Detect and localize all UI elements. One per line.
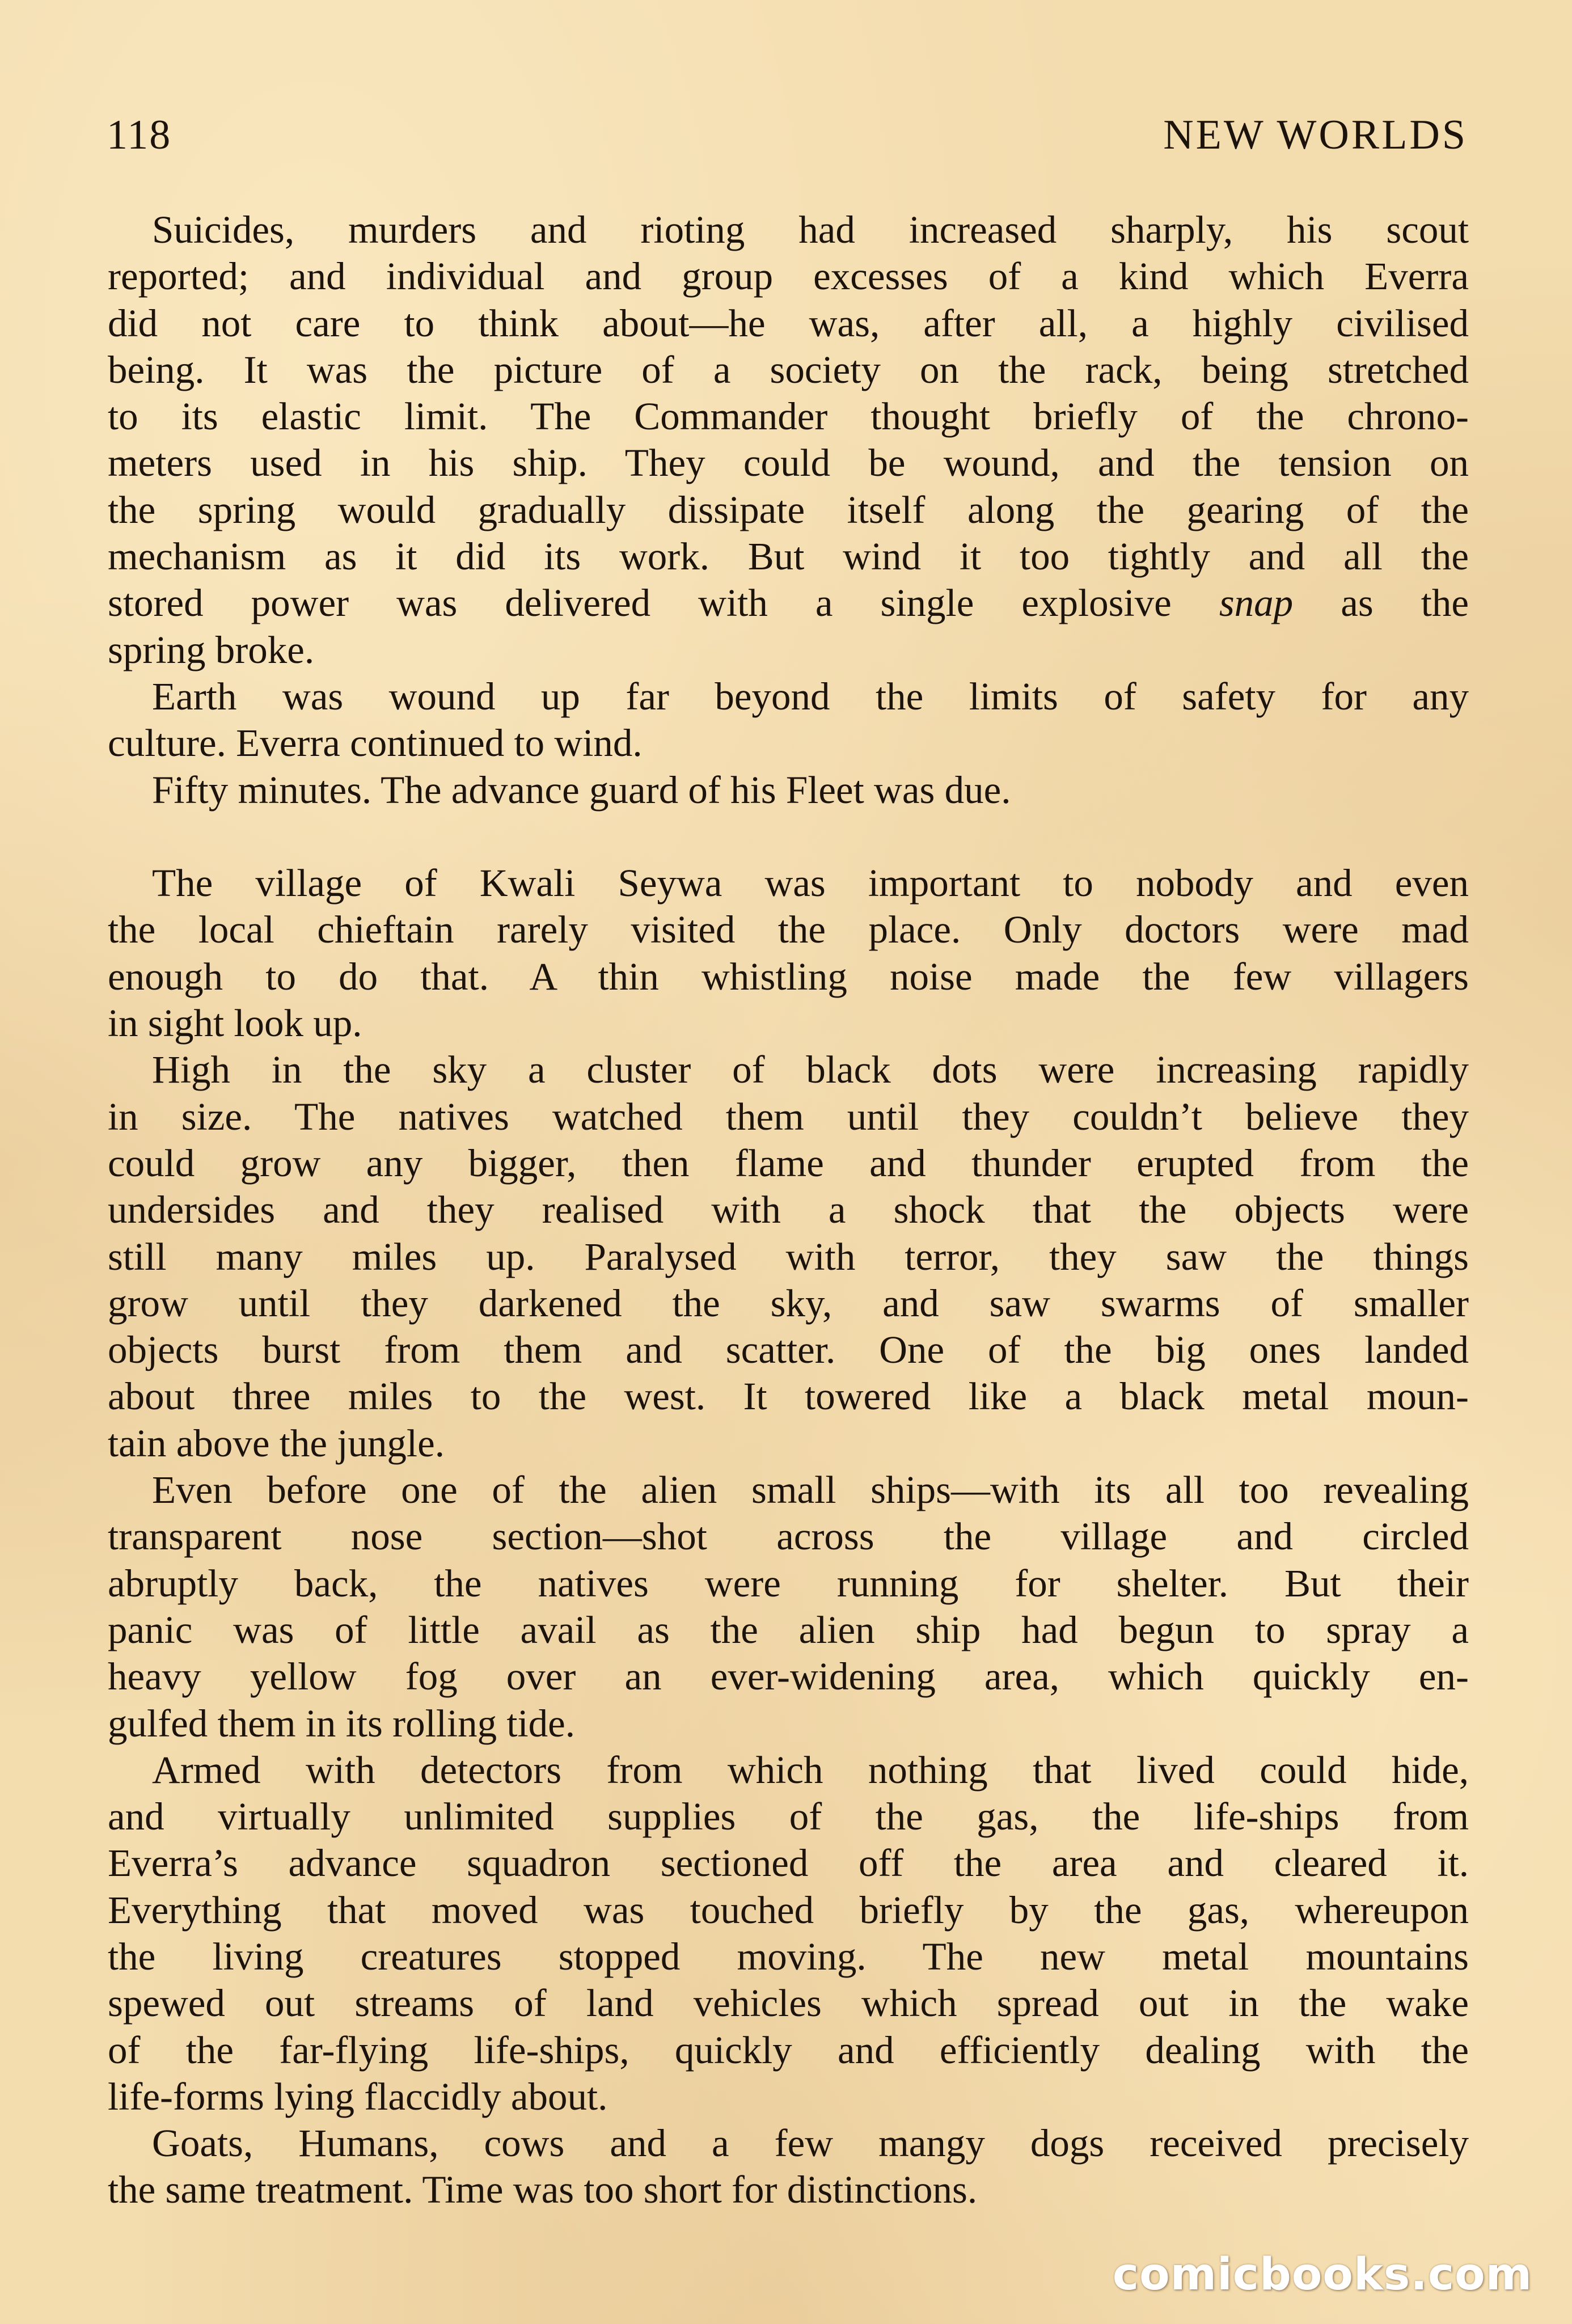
text-line: Fifty minutes. The advance guard of his Fleet was due. xyxy=(152,768,1011,812)
text-line: Suicides, murders and rioting had increased sharply, his scout xyxy=(152,208,1469,251)
text-line: Even before one of the alien small ships—with its all too revealing xyxy=(152,1468,1469,1512)
text-line: in sight look up. xyxy=(108,1002,362,1045)
paragraph xyxy=(108,2120,1469,2213)
text-line: did not care to think about—he was, after all, a highly civilised xyxy=(108,301,1469,345)
text-line: to its elastic limit. The Commander thought briefly of the chrono- xyxy=(108,395,1469,438)
watermark: comicbooks.com xyxy=(1112,2249,1532,2300)
text-line: heavy yellow fog over an ever-widening area, which quickly en- xyxy=(108,1655,1469,1698)
text-line: grow until they darkened the sky, and saw swarms of smaller xyxy=(108,1281,1469,1325)
paragraph xyxy=(108,860,1469,1046)
paragraph xyxy=(108,673,1469,767)
text-line: spring broke. xyxy=(108,628,315,671)
text-line: reported; and individual and group excesses of a kind which Everra xyxy=(108,255,1469,298)
text-line: the living creatures stopped moving. The new metal mountains xyxy=(108,1934,1469,1978)
page-number: 118 xyxy=(107,112,172,158)
body-text xyxy=(108,206,1469,2213)
text-line: transparent nose section—shot across the village and circled xyxy=(108,1515,1469,1558)
text-line: in size. The natives watched them until they couldn’t believe they xyxy=(108,1095,1469,1138)
paragraph xyxy=(108,1046,1469,1467)
text-fragment: as the xyxy=(1341,581,1469,625)
text-line: The village of Kwali Seywa was important to nobody and even xyxy=(152,861,1469,905)
running-head: NEW WORLDS xyxy=(1163,112,1468,158)
italic-word: snap xyxy=(1219,581,1294,625)
text-line: objects burst from them and scatter. One of the big ones landed xyxy=(108,1328,1469,1372)
text-line: Everra’s advance squadron sectioned off the area and cleared it. xyxy=(108,1841,1469,1885)
paragraph xyxy=(108,1747,1469,2120)
text-line: could grow any bigger, then flame and thunder erupted from the xyxy=(108,1141,1469,1185)
text-line: the spring would gradually dissipate itself along the gearing of the xyxy=(108,488,1469,531)
paragraph xyxy=(108,1467,1469,1747)
text-fragment: stored power was delivered with a single explosive xyxy=(108,581,1172,625)
page-header xyxy=(107,111,1468,168)
text-line: meters used in his ship. They could be wound, and the tension on xyxy=(108,441,1469,485)
text-line: culture. Everra continued to wind. xyxy=(108,721,643,765)
text-line: being. It was the picture of a society on the rack, being stretched xyxy=(108,348,1469,391)
text-line: Everything that moved was touched briefly by the gas, whereupon xyxy=(108,1888,1469,1932)
text-line: abruptly back, the natives were running for shelter. But their xyxy=(108,1561,1469,1605)
text-line: the local chieftain rarely visited the place. Only doctors were mad xyxy=(108,908,1469,952)
text-line: enough to do that. A thin whistling noise made the few villagers xyxy=(108,954,1469,998)
text-line: High in the sky a cluster of black dots were increasing rapidly xyxy=(152,1048,1469,1092)
text-line: panic was of little avail as the alien ship had begun to spray a xyxy=(108,1608,1469,1651)
text-line-mixed xyxy=(108,580,1469,626)
text-line: Armed with detectors from which nothing that lived could hide, xyxy=(152,1748,1469,1791)
text-line: Earth was wound up far beyond the limits of safety for any xyxy=(152,674,1469,718)
text-line: about three miles to the west. It towered like a black metal moun- xyxy=(108,1375,1469,1418)
text-line: and virtually unlimited supplies of the gas, the life-ships from xyxy=(108,1795,1469,1839)
paragraph xyxy=(108,206,1469,673)
text-line: gulfed them in its rolling tide. xyxy=(108,1701,576,1745)
section-break xyxy=(108,813,1469,860)
text-line: life-forms lying flaccidly about. xyxy=(108,2074,608,2118)
text-line: spewed out streams of land vehicles which spread out in the wake xyxy=(108,1981,1469,2025)
text-line: mechanism as it did its work. But wind it too tightly and all the xyxy=(108,535,1469,578)
text-line: tain above the jungle. xyxy=(108,1421,445,1465)
text-line: still many miles up. Paralysed with terror, they saw the things xyxy=(108,1235,1469,1278)
text-line: undersides and they realised with a shock that the objects were xyxy=(108,1188,1469,1232)
text-line: of the far-flying life-ships, quickly and efficiently dealing with the xyxy=(108,2028,1469,2072)
text-line: the same treatment. Time was too short for distinctions. xyxy=(108,2168,978,2212)
paragraph xyxy=(108,767,1469,813)
text-line: Goats, Humans, cows and a few mangy dogs received precisely xyxy=(152,2122,1469,2165)
